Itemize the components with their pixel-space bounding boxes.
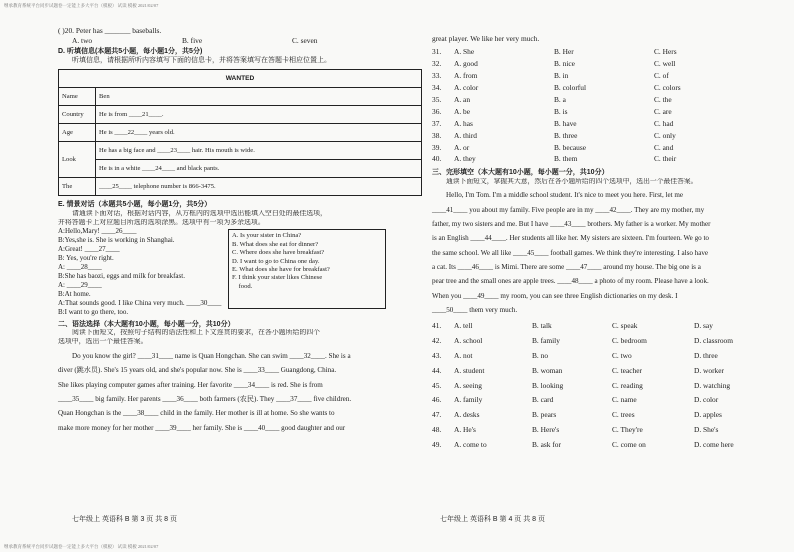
list-item: [432, 46, 782, 58]
right-column: [432, 34, 782, 453]
dialogue-line: A:That sounds good. I like China very much. ____30____: [58, 299, 222, 308]
option: C. teacher: [612, 365, 642, 375]
option-item: B. What does she eat for dinner?: [232, 240, 319, 248]
q-number: 33.: [432, 70, 442, 80]
q-number: 36.: [432, 106, 442, 116]
list-item: [432, 94, 782, 106]
section-ii-heading: 二、语法选择（本大题有10小题，每小题一分，共10分）: [58, 321, 235, 328]
list-item: [432, 142, 782, 154]
passage-line: ____41____ you about my family. Five people are in my ____42____. They are my mother, my: [432, 205, 705, 214]
list-item: [432, 130, 782, 142]
option: B. is: [554, 106, 568, 116]
dialogue-line: A:Great! ____27____: [58, 245, 120, 254]
q-number: 47.: [432, 410, 442, 420]
option: A. not: [454, 350, 473, 360]
bottom-strip: 继承教育系统平台同步试题卷一定能上多大平台（模板） 试读 模板 2021/02/07: [4, 544, 159, 549]
option-item: F. I think your sister likes Chinese: [232, 274, 323, 282]
right-footer: 七年级上 英语科 B 第 4 页 共 8 页: [440, 516, 546, 523]
row-text: He has a big face and ____23____ hair. His mouth is wide.: [96, 142, 422, 160]
list-item: [432, 319, 782, 334]
option: B. looking: [532, 380, 564, 390]
passage-line: She likes playing computer games after training. Her favorite ____34____ is red. She is from: [58, 380, 323, 389]
option: C. are: [654, 106, 672, 116]
mc-group-41-49: [432, 319, 782, 452]
dialogue-line: B:Yes,she is. She is working in Shanghai.: [58, 236, 175, 245]
q-number: 39.: [432, 142, 442, 152]
section-ii-instructions-1: 阅读下面短文，按照句子结构的语法性和上下文连贯的要求，在各小题所给的四个: [72, 329, 321, 337]
q-number: 46.: [432, 395, 442, 405]
option: A. two: [72, 35, 93, 45]
option: C. seven: [292, 35, 318, 45]
table-row: [59, 160, 422, 178]
table-row: [59, 124, 422, 142]
wanted-card-table: [58, 69, 422, 196]
section-iii-heading: 三、完形填空（本大题有10小题，每小题一分，共10分）: [432, 169, 609, 177]
q-number: 41.: [432, 321, 442, 331]
option: A. they: [454, 154, 476, 164]
option: B. colorful: [554, 82, 587, 92]
top-strip: 继承教育系统平台同步试题卷一定能上多大平台（模板） 试读 模板 2021/02/07: [4, 3, 159, 8]
q-number: 35.: [432, 94, 442, 104]
table-row: [59, 178, 422, 196]
dialogue-line: B:At home.: [58, 290, 91, 299]
option: B. because: [554, 142, 587, 152]
option: C. bedroom: [612, 336, 647, 346]
option: D. apples: [694, 410, 722, 420]
option: C. name: [612, 395, 637, 405]
row-text: He is from ____21____.: [96, 106, 422, 124]
option: C. the: [654, 94, 672, 104]
option: B. pears: [532, 410, 557, 420]
passage-line: diver (跳水员). She's 15 years old, and she's popular now. She is ____33____ Guangdong, China.: [58, 366, 337, 375]
q-number: 34.: [432, 82, 442, 92]
q-number: 45.: [432, 380, 442, 390]
row-text: Ben: [96, 88, 422, 106]
q-number: 32.: [432, 58, 442, 68]
option: C. two: [612, 350, 632, 360]
option: B. no: [532, 350, 549, 360]
option: A. color: [454, 82, 479, 92]
row-label: The: [59, 178, 96, 196]
option-item: A. Is your sister in China?: [232, 232, 302, 240]
option: C. their: [654, 154, 677, 164]
list-item: [432, 438, 782, 453]
option: A. desks: [454, 410, 480, 420]
passage-continuation: great player. We like her very much.: [432, 34, 540, 43]
option: A. be: [454, 106, 471, 116]
section-ii-instructions-2: 选项中，选出一个最佳答案。: [58, 338, 148, 346]
table-row: [59, 142, 422, 160]
option: A. good: [454, 58, 478, 68]
list-item: [432, 408, 782, 423]
section-d-instructions: 听填信息，请根据所听内容填写下面的信息卡，并将答案填写在答题卡相应位置上。: [72, 56, 331, 65]
dialogue-line: B: Yes, you're right.: [58, 254, 114, 263]
option: D. color: [694, 395, 719, 405]
passage-line: Hello, I'm Tom. I'm a middle school student. It's nice to meet you here. First, let me: [446, 191, 684, 200]
list-item: [432, 106, 782, 118]
table-row: [59, 106, 422, 124]
option: B. talk: [532, 321, 552, 331]
list-item: [432, 82, 782, 94]
dialogue-lines: [58, 227, 228, 317]
dialogue-line: B:I want to go there, too.: [58, 308, 129, 317]
option: D. come here: [694, 439, 734, 449]
option: C. colors: [654, 82, 681, 92]
mc-group-31-40: [432, 46, 782, 166]
row-label: Name: [59, 88, 96, 106]
row-text: ____25____ telephone number is 866-3475.: [96, 178, 422, 196]
table-row: [59, 88, 422, 106]
option: B. card: [532, 395, 554, 405]
option: B. nice: [554, 58, 575, 68]
option: D. say: [694, 321, 713, 331]
q-number: 43.: [432, 350, 442, 360]
passage-line: make more money for her mother ____39____ her family. She is ____40____ good daughter and our: [58, 423, 346, 432]
q-number: 40.: [432, 154, 442, 164]
list-item: [432, 58, 782, 70]
list-item: [432, 364, 782, 379]
passage-line: is an English ____44____. Her students all like her. My sisters are sixteen. I'm fourteen. We go to: [432, 234, 709, 243]
option: B. three: [554, 130, 578, 140]
option: D. watching: [694, 380, 731, 390]
option: C. and: [654, 142, 674, 152]
passage-line: ____50____ them very much.: [432, 306, 518, 315]
passage-line: ____35____ big family. Her parents ____36____ both farmers (农民). They ____37____ five children.: [58, 395, 352, 404]
passage-line: a cat. Its ____46____ is Mimi. There are some ____47____ around my house. The big one is a: [432, 263, 701, 272]
list-item: [432, 70, 782, 82]
option: A. tell: [454, 321, 473, 331]
row-label: Country: [59, 106, 96, 124]
option: A. an: [454, 94, 471, 104]
list-item: [432, 349, 782, 364]
option: B. woman: [532, 365, 563, 375]
option: A. She: [454, 46, 475, 56]
option: A. He's: [454, 425, 476, 435]
row-label: Look: [59, 142, 96, 178]
wanted-title: WANTED: [59, 70, 422, 88]
option: B. family: [532, 336, 560, 346]
option: C. only: [654, 130, 676, 140]
dialogue-line: B:She has baozi, eggs and milk for breakfast.: [58, 272, 185, 281]
list-item: [432, 393, 782, 408]
passage-line: father, my two sisters and me. But I have ____43____ brothers. My father is a worker. My mother: [432, 220, 711, 229]
q-number: 48.: [432, 425, 442, 435]
left-footer: 七年级上 英语科 B 第 3 页 共 8 页: [72, 516, 178, 523]
option: B. Here's: [532, 425, 560, 435]
list-item: [432, 423, 782, 438]
option: B. Her: [554, 46, 574, 56]
list-item: [432, 118, 782, 130]
option: B. them: [554, 154, 578, 164]
section-e-instructions-1: 请通读下面对话，根据对话内容，从方框内的选项中选出能填入空白处的最佳选项，: [72, 209, 327, 217]
q-number: 44.: [432, 365, 442, 375]
list-item: [432, 379, 782, 394]
option: C. They're: [612, 425, 643, 435]
option: A. or: [454, 142, 470, 152]
option: A. come to: [454, 439, 487, 449]
option-item: food.: [232, 282, 253, 290]
section-e-heading: E. 情景对话（本题共5小题，每小题1分，共5分）: [58, 201, 212, 209]
passage-line: pear tree and the small ones are apple trees. ____48____ a photo of my room. Please have a look.: [432, 277, 709, 286]
option-item: E. What does she have for breakfast?: [232, 265, 330, 273]
passage-line: When you ____49____ my room, you can see three English dictionaries on my desk. I: [432, 291, 678, 300]
option: B. five: [182, 35, 203, 45]
option: C. reading: [612, 380, 643, 390]
option: B. have: [554, 118, 577, 128]
option: C. Hers: [654, 46, 677, 56]
option-item: C. Where does she have breakfast?: [232, 249, 325, 257]
option: A. seeing: [454, 380, 482, 390]
list-item: [432, 153, 782, 165]
question-20: ( )20. Peter has _______ baseballs.: [58, 26, 162, 35]
option: A. family: [454, 395, 483, 405]
option: A. third: [454, 130, 477, 140]
q-number: 31.: [432, 46, 442, 56]
option: A. school: [454, 336, 483, 346]
option-item: D. I want to go to China one day.: [232, 257, 320, 265]
option: A. student: [454, 365, 485, 375]
option: B. ask for: [532, 439, 561, 449]
q-number: 49.: [432, 439, 442, 449]
option: C. trees: [612, 410, 635, 420]
option: A. has: [454, 118, 473, 128]
option: B. in: [554, 70, 569, 80]
option: A. from: [454, 70, 478, 80]
passage-line: Do you know the girl? ____31____ name is Quan Hongchan. She can swim ____32____. She is a: [72, 352, 351, 361]
row-label: Age: [59, 124, 96, 142]
option: B. a: [554, 94, 566, 104]
dialogue-line: A: ____29____: [58, 281, 102, 290]
options-box: [228, 229, 386, 309]
section-e-instructions-2: 并将答题卡上对应题目所选的选项涂黑。选项中有一项为多余选项。: [58, 218, 265, 226]
section-d-heading: D. 听填信息(本题共5小题，每小题1分，共5分): [58, 48, 203, 56]
option: C. of: [654, 70, 669, 80]
option: C. speak: [612, 321, 638, 331]
q-number: 42.: [432, 336, 442, 346]
option: D. classroom: [694, 336, 733, 346]
option: C. come on: [612, 439, 646, 449]
dialogue-block: [58, 227, 418, 317]
option: D. She's: [694, 425, 719, 435]
dialogue-line: A:Hello,Mary! ____26____: [58, 227, 137, 236]
option: D. three: [694, 350, 718, 360]
list-item: [432, 334, 782, 349]
passage-line: the same school. We all like ____45____ football games. We think they're interesting. I also have: [432, 248, 709, 257]
option: D. worker: [694, 365, 724, 375]
q-number: 37.: [432, 118, 442, 128]
q-number: 38.: [432, 130, 442, 140]
option: C. well: [654, 58, 676, 68]
question-20-options: [58, 36, 418, 46]
left-column: [58, 26, 418, 435]
row-text: He is in a white ____24____ and black pants.: [96, 160, 422, 178]
row-text: He is ____22____ years old.: [96, 124, 422, 142]
passage-line: Quan Hongchan is the ____38____ child in the family. Her mother is ill at home. So she wants to: [58, 409, 335, 418]
cloze-passage: [432, 188, 782, 317]
dialogue-line: A: ____28____: [58, 263, 102, 272]
section-iii-instructions: 通读下面短文，掌握其大意，然后在各小题所给的四个选项中，选出一个最佳答案。: [446, 177, 698, 185]
option: C. had: [654, 118, 674, 128]
